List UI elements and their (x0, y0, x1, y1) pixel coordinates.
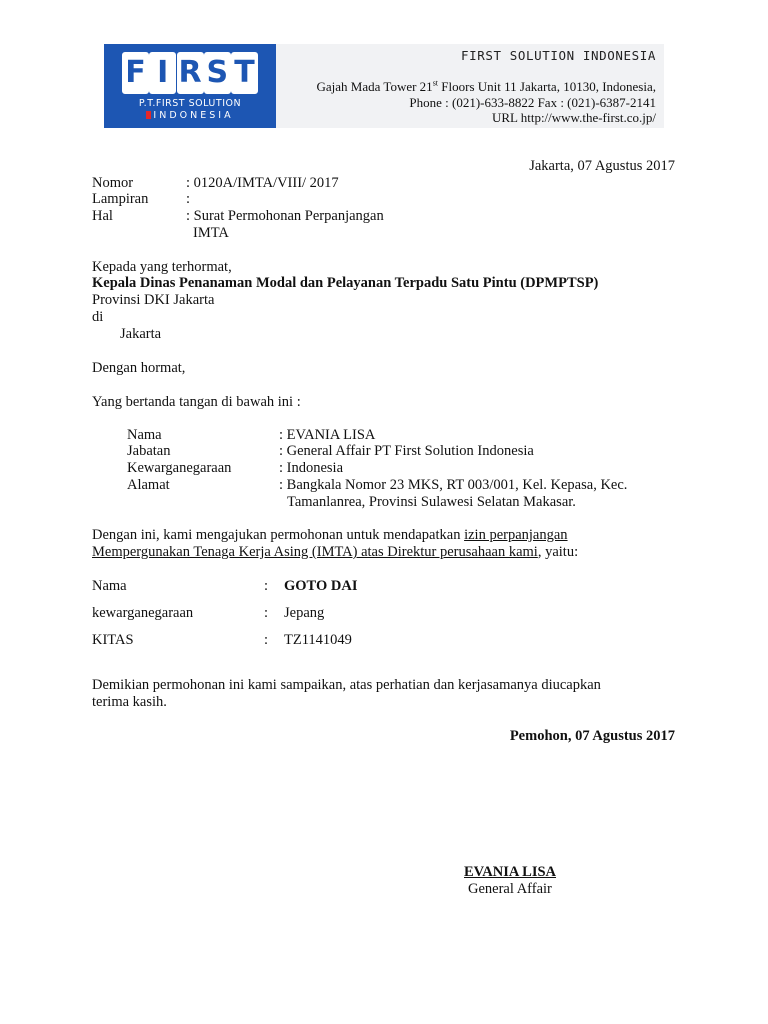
signer-alamat-value: : Bangkala Nomor 23 MKS, RT 003/001, Kel. Kepasa, Kec. (279, 477, 628, 493)
hal-label: Hal (92, 208, 113, 224)
logo-country (104, 110, 276, 121)
request-line-2 (92, 544, 578, 561)
recipient-greeting: Kepada yang terhormat, (92, 259, 232, 275)
logo-subtitle: P.T.FIRST SOLUTION (138, 98, 242, 109)
nomor-label: Nomor (92, 175, 134, 191)
worker-kitas-value: TZ1141049 (284, 632, 352, 648)
address-sup: st (432, 78, 439, 88)
worker-nama-value: GOTO DAI (284, 578, 358, 594)
signer-nama-label: Nama (127, 427, 162, 443)
recipient-city: Jakarta (120, 326, 162, 342)
worker-kitas-colon: : (264, 632, 269, 648)
request-text-post: , yaitu: (537, 544, 579, 560)
logo-letter: R (177, 52, 204, 94)
lampiran-label: Lampiran (92, 191, 149, 207)
company-address (290, 79, 656, 95)
signer-kewarganegaraan-label: Kewarganegaraan (127, 460, 232, 476)
letter-date: Jakarta, 07 Agustus 2017 (529, 158, 675, 174)
worker-kew-colon: : (264, 605, 269, 621)
worker-kitas-label: KITAS (92, 632, 134, 648)
signer-kewarganegaraan-value: : Indonesia (279, 460, 344, 476)
request-underlined-text: izin perpanjangan (464, 527, 568, 543)
signer-alamat-value-cont: Tamanlanrea, Provinsi Sulawesi Selatan Makasar. (287, 494, 576, 510)
salutation: Dengan hormat, (92, 360, 186, 376)
logo-letter: S (204, 52, 231, 94)
signature-name (464, 864, 556, 881)
signature-title: General Affair (468, 881, 552, 897)
signer-jabatan-label: Jabatan (127, 443, 171, 459)
worker-kew-label: kewarganegaraan (92, 605, 194, 621)
signer-nama-value: : EVANIA LISA (279, 427, 376, 443)
logo-letter: I (149, 52, 176, 94)
logo-red-mark (146, 111, 151, 119)
logo-first-letters (122, 52, 258, 96)
nomor-value: : 0120A/IMTA/VIII/ 2017 (186, 175, 339, 191)
recipient-province: Provinsi DKI Jakarta (92, 292, 215, 308)
worker-nama-label: Nama (92, 578, 127, 594)
worker-kew-value: Jepang (284, 605, 325, 621)
lampiran-value: : (186, 191, 191, 207)
signer-alamat-label: Alamat (127, 477, 170, 493)
logo-letter: F (122, 52, 149, 94)
request-line-1 (92, 527, 675, 544)
signer-jabatan-value: : General Affair PT First Solution Indonesia (279, 443, 534, 459)
request-underlined-text-2: Mempergunakan Tenaga Kerja Asing (IMTA) atas Direktur perusahaan kami (92, 544, 538, 560)
hal-value-cont: IMTA (193, 225, 229, 241)
company-name: FIRST SOLUTION INDONESIA (460, 48, 656, 63)
closing-line-2: terima kasih. (92, 694, 167, 710)
address-text-post: Floors Unit 11 Jakarta, 10130, Indonesia, (438, 79, 656, 94)
worker-nama-colon: : (264, 578, 269, 594)
logo-letter: T (231, 52, 258, 94)
hal-value: : Surat Permohonan Perpanjangan (186, 208, 384, 224)
applicant-line: Pemohon, 07 Agustus 2017 (509, 728, 675, 744)
intro-text: Yang bertanda tangan di bawah ini : (92, 394, 301, 410)
recipient-di: di (92, 309, 104, 325)
logo-country-text: INDONESIA (153, 110, 234, 121)
company-phone: Phone : (021)-633-8822 Fax : (021)-6387-2141 (409, 95, 656, 110)
recipient-name: Kepala Dinas Penanaman Modal dan Pelayanan Terpadu Satu Pintu (DPMPTSP) (92, 275, 599, 291)
signature-name-text: EVANIA LISA (464, 864, 557, 880)
closing-line-1: Demikian permohonan ini kami sampaikan, atas perhatian dan kerjasamanya diucapkan (92, 677, 601, 693)
company-url: URL http://www.the-first.co.jp/ (491, 110, 656, 125)
request-text: Dengan ini, kami mengajukan permohonan untuk mendapatkan (92, 527, 465, 543)
address-text: Gajah Mada Tower 21 (316, 79, 433, 94)
